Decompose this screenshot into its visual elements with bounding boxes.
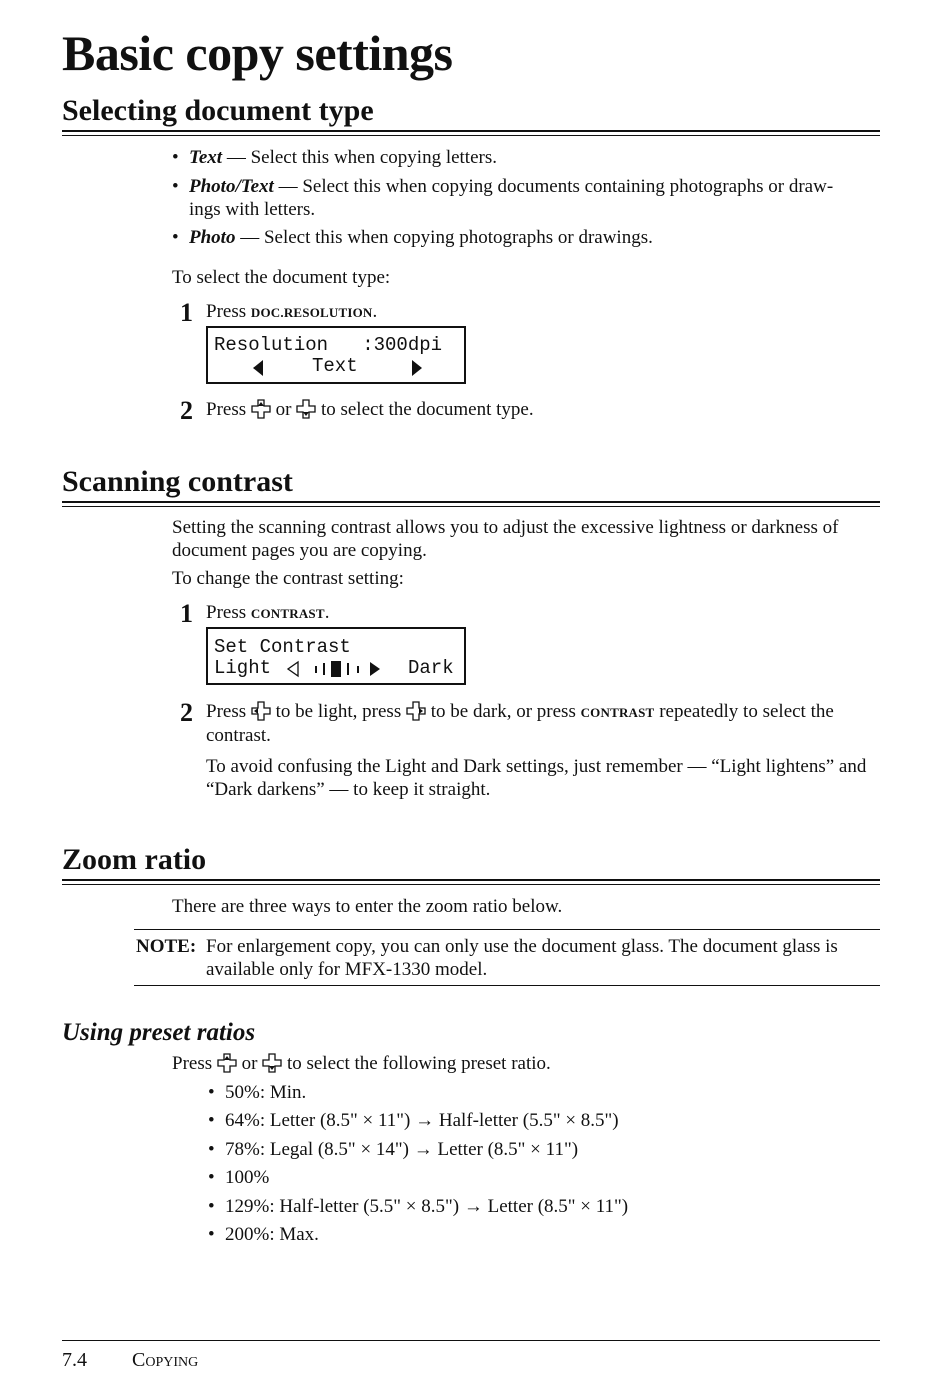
arrow-left-icon [252,359,264,377]
list-item: • Photo — Select this when copying photographs or drawings. [172,227,653,248]
lcd-line-1: Resolution :300dpi [214,334,443,356]
list-item: • 50%: Min. [208,1082,307,1103]
section-rule-thin [62,506,880,507]
bullet-term: Photo/Text [189,176,274,197]
section-rule [62,501,880,503]
step-number: 2 [180,698,193,727]
footer-rule [62,1340,880,1341]
step-prefix: Press [206,399,251,420]
tip-paragraph [206,755,886,801]
key-contrast: CONTRAST [250,606,325,621]
section-rule [62,879,880,881]
bullet-term: Text [189,147,223,168]
note-rule-bottom [134,985,880,986]
section-rule-thin [62,135,880,136]
note-line: For enlargement copy, you can only use the document glass. The document glass is [206,936,838,957]
step-mid: or [236,1053,263,1074]
step-suffix: to select the following preset ratio. [282,1053,551,1074]
step-prefix: Press [206,602,251,623]
lcd-display [206,326,466,384]
paragraph: There are three ways to enter the zoom ratio below. [172,896,563,917]
step-mid: or [270,399,297,420]
list-item: • Text — Select this when copying letters. [172,147,497,168]
note-rule-top [134,929,880,930]
section-rule-thin [62,884,880,885]
instruction-text [172,1052,551,1075]
step-suffix: to select the document type. [316,399,534,420]
paragraph-line: “Dark darkens” — to keep it straight. [206,779,491,800]
section-rule [62,130,880,132]
preset-ratio: 100% [225,1167,270,1188]
step-number: 2 [180,396,193,425]
paragraph-line: To avoid confusing the Light and Dark settings, just remember — “Light lightens” and [206,756,867,777]
nav-key-icon [296,399,316,419]
arrow-right-icon [411,359,423,377]
lcd-line-1: Set Contrast [214,636,351,658]
list-item: • 129%: Half-letter (5.5" × 8.5") → Letter (8.5" × 11") [208,1196,629,1217]
paragraph-line: document pages you are copying. [172,540,427,561]
step-mid: to be dark, or press [425,701,581,722]
preset-ratio: 200%: Max. [225,1224,319,1245]
paragraph-line: Setting the scanning contrast allows you to adjust the excessive lightness or darkness of [172,517,839,538]
list-item: • 100% [208,1167,270,1188]
bullet-text: — Select this when copying photographs or drawings. [235,227,653,248]
instruction-text: To select the document type: [172,267,391,288]
preset-ratio: 50%: Min. [225,1082,307,1103]
nav-key-icon [251,399,271,419]
step-text [206,300,377,324]
lcd-display [206,627,466,685]
list-item: • 78%: Legal (8.5" × 14") → Letter (8.5" × 11") [208,1139,579,1160]
step-text [206,700,886,747]
nav-key-icon [217,1053,237,1073]
bullet-text-cont: ings with letters. [189,199,316,220]
lcd-light-label: Light [214,657,272,679]
instruction-text: To change the contrast setting: [172,568,404,589]
page-title: Basic copy settings [62,25,453,81]
nav-key-icon [251,701,271,721]
bullet-term: Photo [189,227,236,248]
section-heading-document-type: Selecting document type [62,94,374,127]
bullet-text: — Select this when copying letters. [222,147,497,168]
preset-ratio: 64%: Letter (8.5" × 11") → Half-letter (5.5" × 8.5") [225,1110,619,1131]
list-item: • 64%: Letter (8.5" × 11") → Half-letter (5.5" × 8.5") [208,1110,619,1131]
nav-key-icon [406,701,426,721]
list-item: • Photo/Text — Select this when copying documents containing photographs or draw- ings with letters. [172,176,834,220]
key-doc-resolution: DOC.RESOLUTION [250,305,373,320]
bullet-text: — Select this when copying documents containing photographs or draw- [273,176,834,197]
list-item: • 200%: Max. [208,1224,319,1245]
step-prefix: Press [172,1053,217,1074]
step-text [206,398,534,421]
page-number: 7.4 [62,1349,87,1371]
step-suffix: . [324,602,330,623]
step-prefix: Press [206,301,251,322]
step-number: 1 [180,599,193,628]
preset-ratio: 129%: Half-letter (5.5" × 8.5") → Letter (8.5" × 11") [225,1196,629,1217]
section-heading-contrast: Scanning contrast [62,465,293,498]
nav-key-icon [262,1053,282,1073]
section-heading-zoom: Zoom ratio [62,843,207,876]
step-suffix: . [372,301,378,322]
step-text [206,601,329,625]
step-number: 1 [180,298,193,327]
contrast-bar-icon [286,660,386,678]
note-text [206,935,886,981]
step-prefix: Press [206,701,251,722]
step-suffix: contrast. [206,725,271,746]
chapter-name: Copying [132,1349,199,1371]
lcd-dark-label: Dark [408,657,454,679]
step-suffix: repeatedly to select the [654,701,834,722]
paragraph [172,516,882,562]
note-line: available only for MFX-1330 model. [206,959,488,980]
preset-ratio: 78%: Legal (8.5" × 14") → Letter (8.5" × 11") [225,1139,579,1160]
step-mid: to be light, press [270,701,406,722]
note-label: NOTE: [136,936,197,957]
lcd-value: Text [312,355,358,377]
subsection-heading: Using preset ratios [62,1019,256,1046]
key-contrast: CONTRAST [580,705,655,720]
